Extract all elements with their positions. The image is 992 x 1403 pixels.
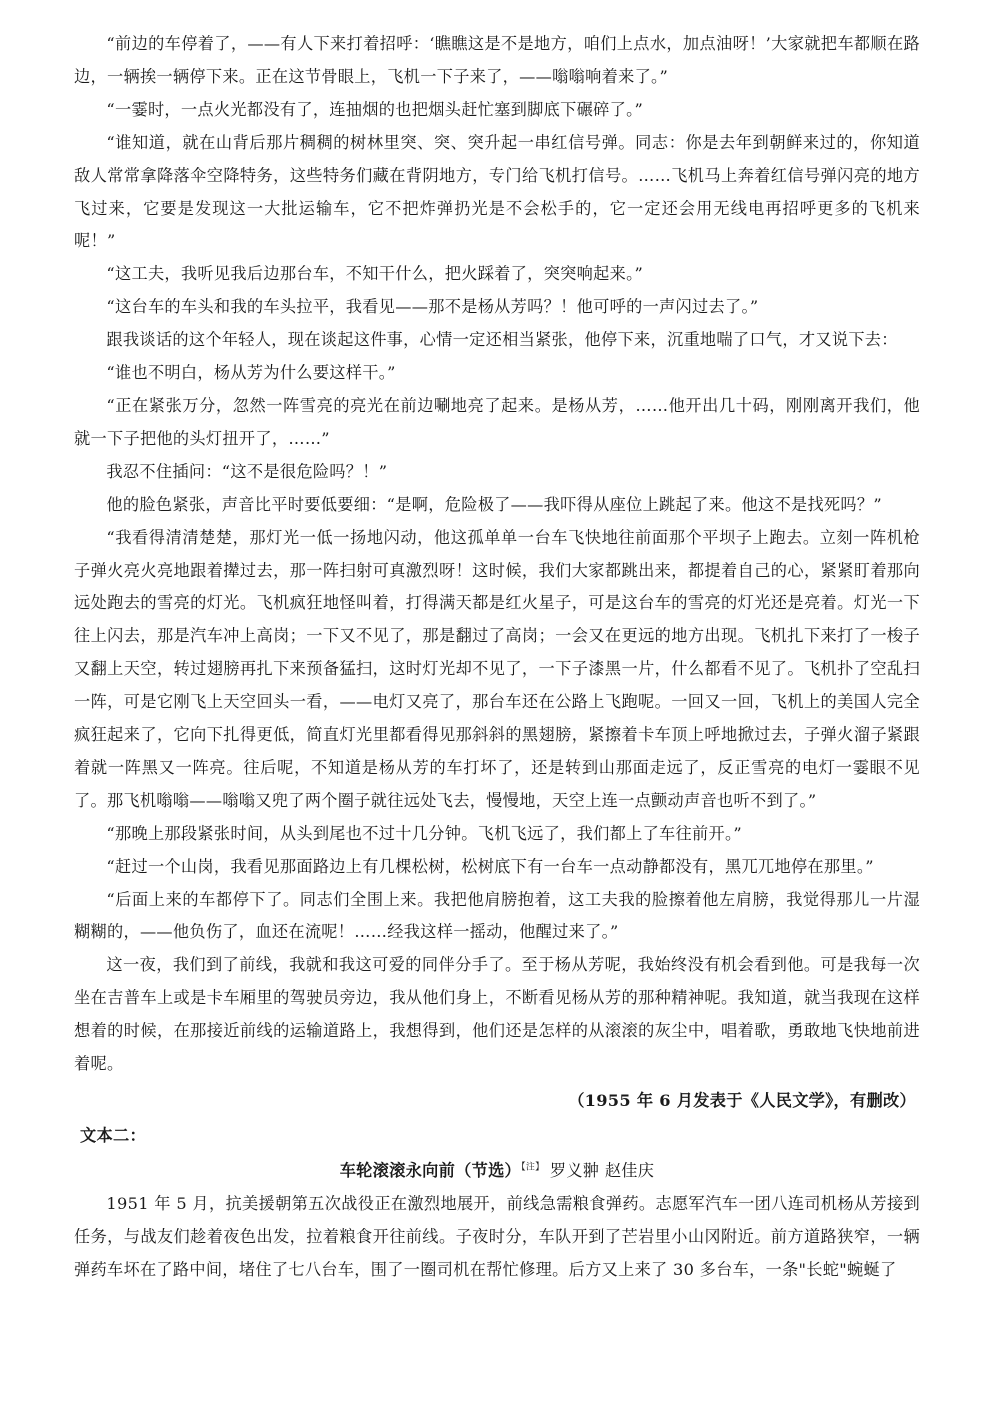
paragraph: 这一夜，我们到了前线，我就和我这可爱的同伴分手了。至于杨从芳呢，我始终没有机会看到他。可是我每一次坐在吉普车上或是卡车厢里的驾驶员旁边，我从他们身上，不断看见杨从芳的那种精神呢。我知道，就当我现在这样想着的时候，在那接近前线的运输道路上，我想得到，他们还是怎样的从滚滚的灰尘中，唱着歌，勇敢地飞快地前进着呢。	[74, 955, 920, 1074]
paragraph: “我看得清清楚楚，那灯光一低一扬地闪动，他这孤单单一台车飞快地往前面那个平坝子上跑去。立刻一阵机枪子弹火亮火亮地跟着撵过去，那一阵扫射可真激烈呀！这时候，我们大家都跳出来，都提着自己的心，紧紧盯着那向远处跑去的雪亮的灯光。飞机疯狂地怪叫着，打得满天都是红火星子，可是这台车的雪亮的灯光还是亮着。灯光一下往上闪去，那是汽车冲上高岗；一下又不见了，那是翻过了高岗；一会又在更远的地方出现。飞机扎下来打了一梭子又翻上天空，转过翅膀再扎下来预备猛扫，这时灯光却不见了，一下子漆黑一片，什么都看不见了。飞机扑了空乱扫一阵，可是它刚飞上天空回头一看，——电灯又亮了，那台车还在公路上飞跑呢。一回又一回，飞机上的美国人完全疯狂起来了，它向下扎得更低，简直灯光里都看得见那斜斜的黑翅膀，紧擦着卡车顶上呼地掀过去，子弹火溜子紧跟着就一阵黑又一阵亮。往后呢，不知道是杨从芳的车打坏了，还是转到山那面走远了，反正雪亮的电灯一霎眼不见了。那飞机嗡嗡——嗡嗡又兜了两个圈子就往远处飞去，慢慢地，天空上连一点颤动声音也听不到了。”	[74, 527, 920, 810]
paragraph: “一霎时，一点火光都没有了，连抽烟的也把烟头赶忙塞到脚底下碾碎了。”	[106, 99, 644, 119]
paragraph: “这台车的车头和我的车头拉平，我看见——那不是杨从芳吗？！他可呼的一声闪过去了。”	[106, 297, 759, 317]
text-two	[74, 1120, 920, 1287]
section-title	[74, 1155, 920, 1188]
paragraph: “谁知道，就在山背后那片稠稠的树林里突、突、突升起一串红信号弹。同志：你是去年到朝鲜来过的，你知道敌人常常拿降落伞空降特务，这些特务们藏在背阴地方，专门给飞机打信号。……飞机马上奔着红信号弹闪亮的地方飞过来，它要是发现这一大批运输车，它不把炸弹扔光是不会松手的，它一定还会用无线电再招呼更多的飞机来呢！”	[74, 132, 920, 251]
paragraph: “这工夫，我听见我后边那台车，不知干什么，把火踩着了，突突响起来。”	[106, 264, 644, 284]
paragraph: 他的脸色紧张，声音比平时要低要细：“是啊，危险极了——我吓得从座位上跳起了来。他这不是找死吗？”	[106, 494, 882, 514]
paragraph: 1951 年 5 月，抗美援朝第五次战役正在激烈地展开，前线急需粮食弹药。志愿军汽车一团八连司机杨从芳接到任务，与战友们趁着夜色出发，拉着粮食开往前线。子夜时分，车队开到了芒岩里小山冈附近。前方道路狭窄，一辆弹药车坏在了路中间，堵住了七八台车，围了一圈司机在帮忙修理。后方又上来了 30 多台车，一条"长蛇"蜿蜒了	[74, 1193, 920, 1279]
note-mark: 【注】	[521, 1162, 545, 1173]
section-label: 文本二：	[80, 1125, 146, 1145]
paragraph: “那晚上那段紧张时间，从头到尾也不过十几分钟。飞机飞远了，我们都上了车往前开。”	[106, 823, 742, 843]
title-text: 车轮滚滚永向前（节选）	[339, 1160, 522, 1180]
paragraph: “前边的车停着了，——有人下来打着招呼：‘瞧瞧这是不是地方，咱们上点水，加点油呀！’大家就把车都顺在路边，一辆挨一辆停下来。正在这节骨眼上，飞机一下子来了，——嗡嗡响着来了。”	[74, 34, 920, 86]
paragraph: “正在紧张万分，忽然一阵雪亮的亮光在前边唰地亮了起来。是杨从芳，……他开出几十码，刚刚离开我们，他就一下子把他的头灯扭开了，……”	[74, 395, 920, 448]
paragraph: “谁也不明白，杨从芳为什么要这样干。”	[106, 363, 396, 383]
paragraph: “赶过一个山岗，我看见那面路边上有几棵松树，松树底下有一台车一点动静都没有，黑兀兀地停在那里。”	[106, 856, 874, 876]
paragraph: 我忍不住插问：“这不是很危险吗？！”	[106, 461, 388, 481]
authors: 罗义翀 赵佳庆	[544, 1160, 655, 1180]
source-note: （1955 年 6 月发表于《人民文学》，有删改）	[568, 1091, 916, 1110]
paragraph: “后面上来的车都停下了。同志们全围上来。我把他肩膀抱着，这工夫我的脸擦着他左肩膀，我觉得那儿一片湿糊糊的，——他负伤了，血还在流呢！……经我这样一摇动，他醒过来了。”	[74, 889, 920, 942]
text-one	[74, 28, 920, 1118]
paragraph: 跟我谈话的这个年轻人，现在谈起这件事，心情一定还相当紧张，他停下来，沉重地喘了口气，才又说下去：	[106, 330, 898, 350]
